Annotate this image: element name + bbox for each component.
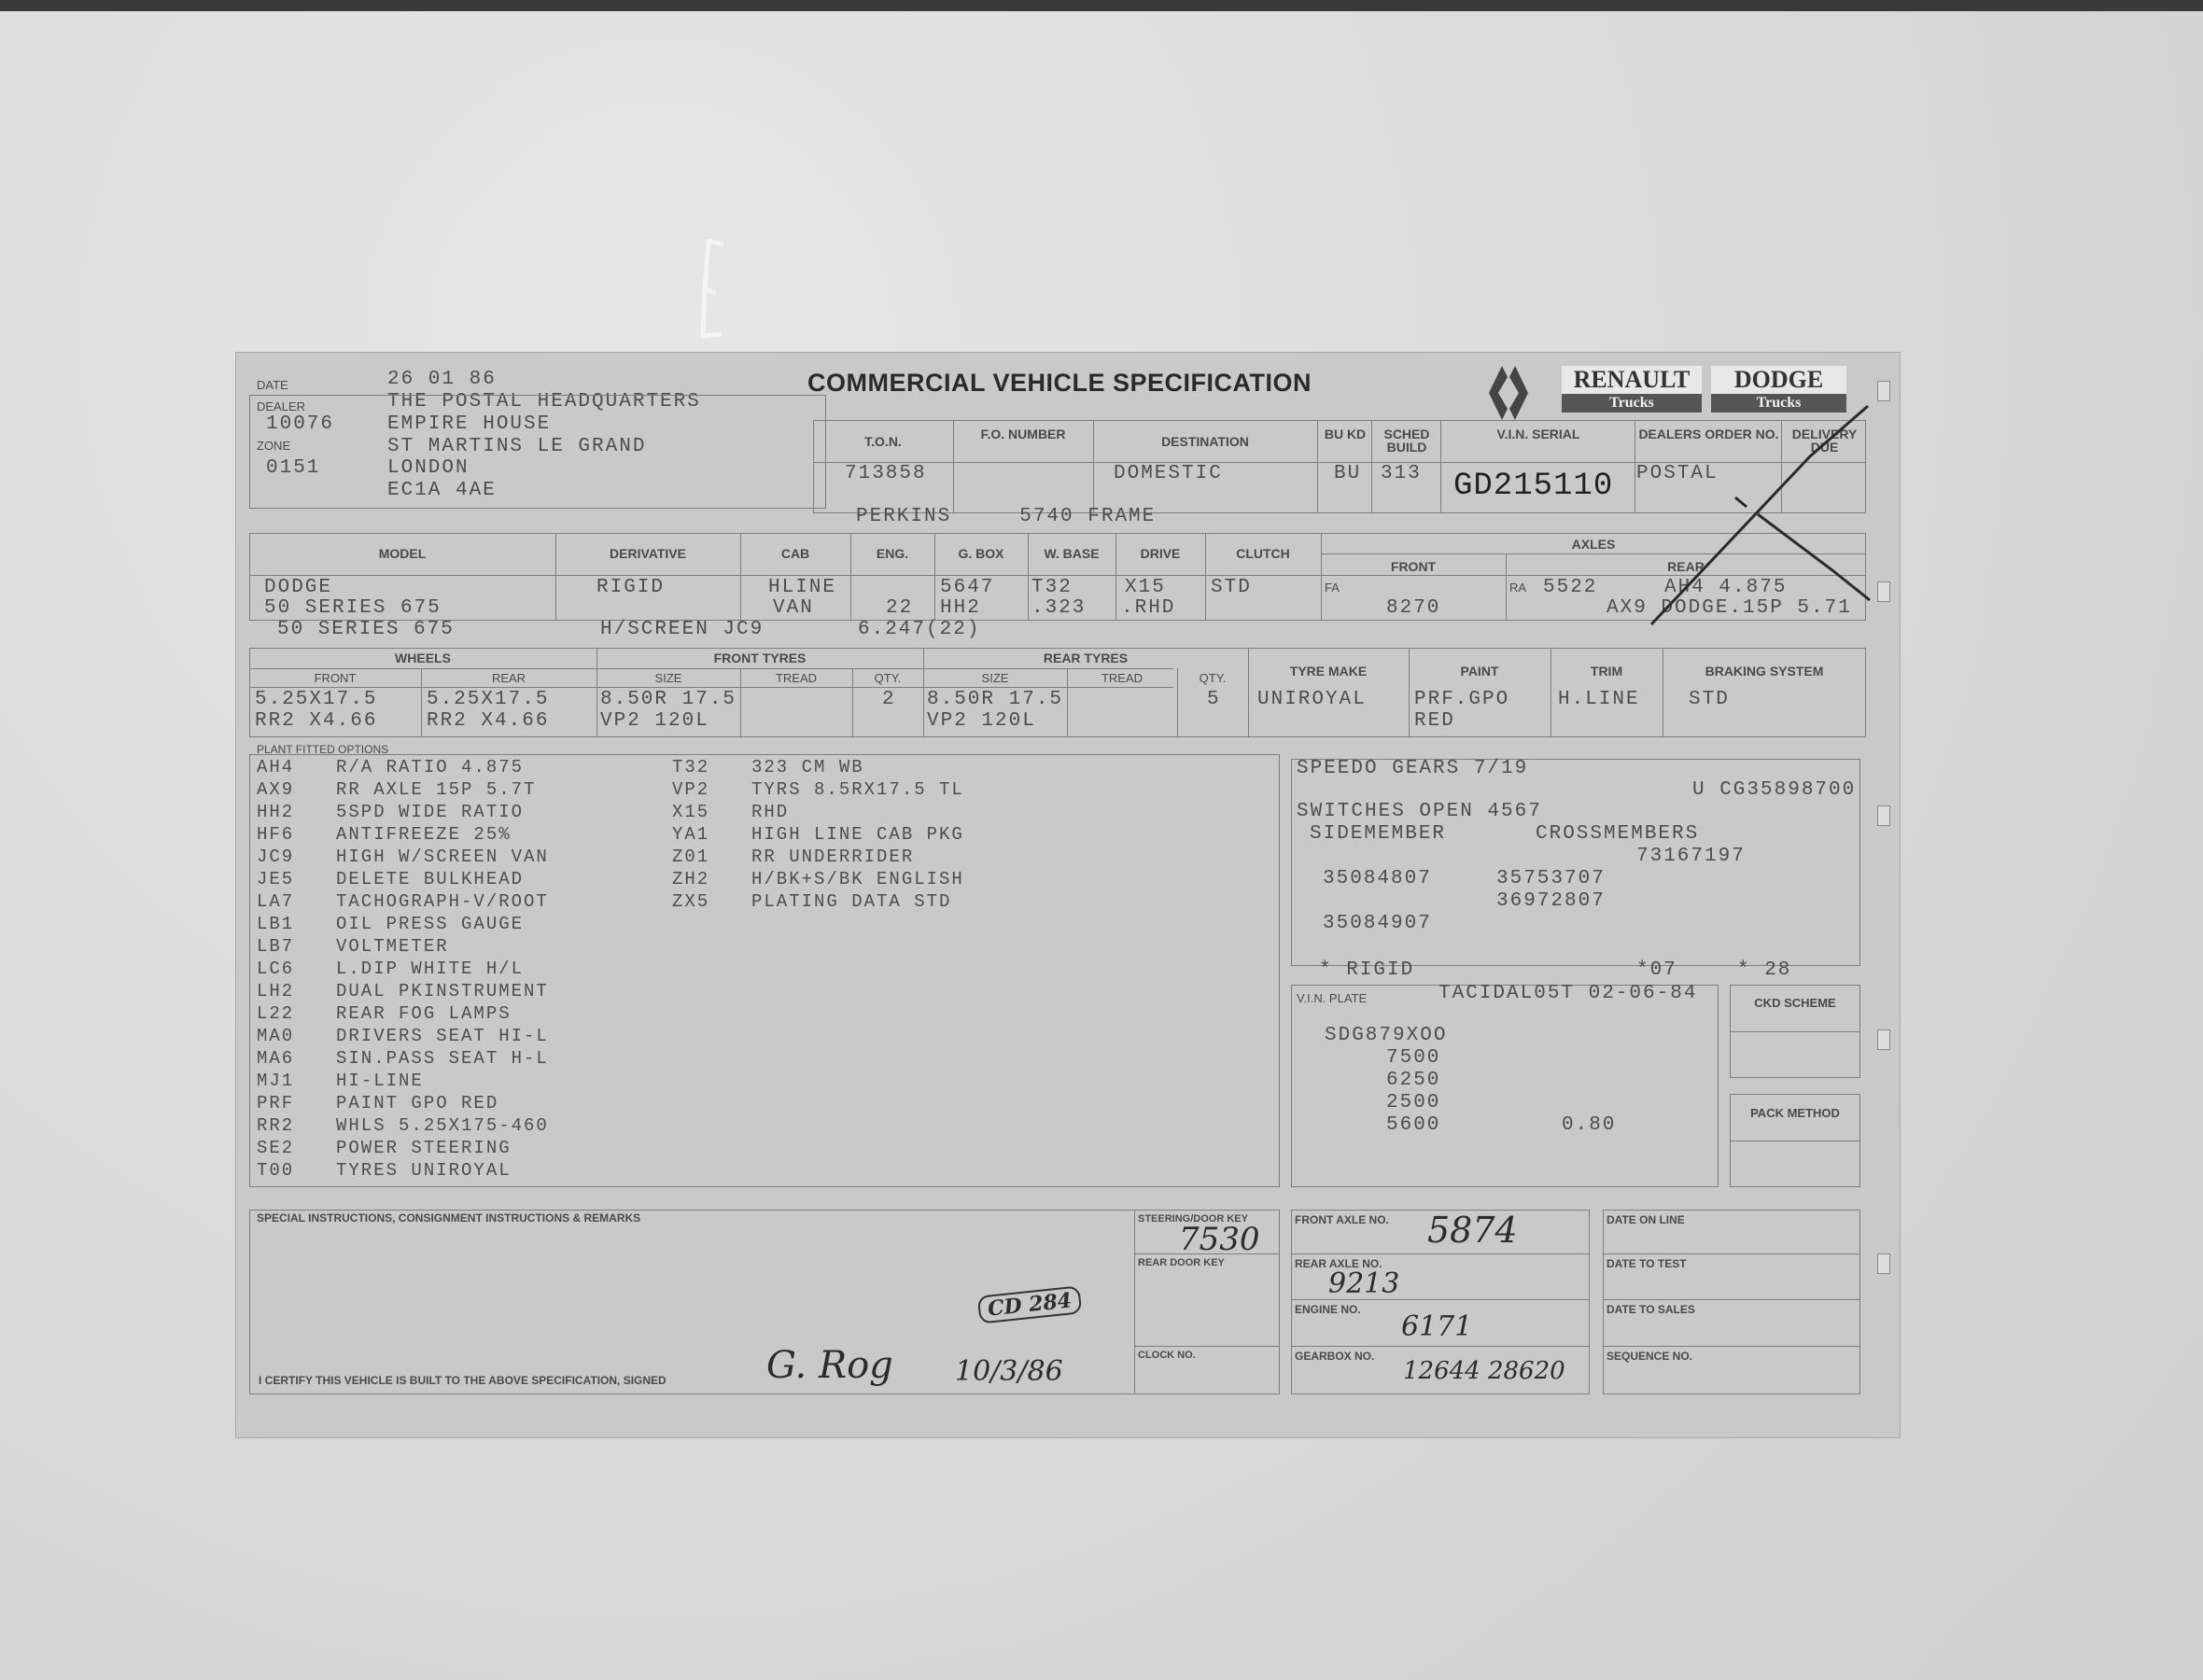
option-description: SIN.PASS SEAT H-L xyxy=(336,1048,549,1069)
option-row xyxy=(257,1092,964,1114)
option-code: X15 xyxy=(672,802,710,822)
drive-value: X15 xyxy=(1125,577,1166,598)
crossmember-number: 35753707 xyxy=(1496,868,1606,889)
top-edge-bar xyxy=(0,0,2203,11)
option-row xyxy=(257,1025,964,1047)
rear-qty-value: 5 xyxy=(1207,689,1221,710)
option-code: ZH2 xyxy=(672,869,710,889)
option-code: PRF xyxy=(257,1093,295,1113)
gbox-value: 5647 xyxy=(940,577,995,598)
option-row xyxy=(257,935,964,958)
option-row xyxy=(257,868,964,890)
binder-hole-marker xyxy=(1877,1253,1890,1274)
option-code: LA7 xyxy=(257,891,295,912)
cell-divider xyxy=(1093,420,1094,513)
option-row xyxy=(257,890,964,913)
option-code: T00 xyxy=(257,1160,295,1181)
sidemember: SIDEMEMBER xyxy=(1310,823,1447,845)
option-row xyxy=(257,756,964,778)
option-description: HIGH W/SCREEN VAN xyxy=(336,847,549,867)
vin-plate-value: 7500 xyxy=(1386,1047,1441,1069)
wheels-rear-sub: REAR xyxy=(491,671,526,685)
dealer-line: THE POSTAL HEADQUARTERS xyxy=(387,391,701,413)
wbase-header: W. BASE xyxy=(1044,546,1100,561)
rear-qty-sub: QTY. xyxy=(1199,671,1227,685)
eng-value: 22 xyxy=(886,597,914,619)
option-code xyxy=(672,1137,751,1159)
derivative-value: RIGID xyxy=(596,577,666,598)
option-row xyxy=(257,801,964,823)
paint-value: RED xyxy=(1414,710,1455,732)
option-description: RHD xyxy=(751,802,790,822)
gbox-header: G. BOX xyxy=(958,546,1004,561)
wheels-row-divider xyxy=(249,668,1173,669)
date-test-label: DATE TO TEST xyxy=(1607,1257,1687,1270)
braking-value: STD xyxy=(1689,689,1730,710)
front-axle-no-value: 5874 xyxy=(1427,1210,1518,1251)
option-description: H/BK+S/BK ENGLISH xyxy=(751,869,964,889)
dates-divider xyxy=(1603,1299,1860,1300)
speedo-serial: U CG35898700 xyxy=(1692,779,1857,801)
rear-size-sub: SIZE xyxy=(981,671,1009,685)
option-description: 323 CM WB xyxy=(751,757,864,777)
option-row xyxy=(257,1047,964,1070)
trim-header: TRIM xyxy=(1590,664,1623,679)
option-code: LB7 xyxy=(257,936,295,957)
option-code xyxy=(672,1159,751,1182)
engine-no-value: 6171 xyxy=(1401,1310,1473,1343)
vin-plate-value: 5600 xyxy=(1386,1114,1441,1136)
option-code: LH2 xyxy=(257,981,295,1001)
option-description: RR UNDERRIDER xyxy=(751,847,915,867)
option-row xyxy=(257,1002,964,1025)
dodge-brand-sub: Trucks xyxy=(1756,395,1802,411)
option-code: LB1 xyxy=(257,914,295,934)
option-code xyxy=(672,1047,751,1070)
rear-axle-value: AH4 4.875 xyxy=(1664,577,1788,598)
option-description: RR AXLE 15P 5.7T xyxy=(336,779,537,800)
dealer-line: EMPIRE HOUSE xyxy=(387,413,552,435)
option-code xyxy=(672,980,751,1002)
vin-serial-header: V.I.N. SERIAL xyxy=(1496,427,1580,441)
keys-divider xyxy=(1134,1346,1280,1347)
rear-tread-sub: TREAD xyxy=(1101,671,1144,685)
crossmembers: CROSSMEMBERS xyxy=(1536,823,1700,845)
vin-plate-box xyxy=(1291,985,1719,1187)
ckd-scheme-label: CKD SCHEME xyxy=(1754,996,1836,1010)
axles-header: AXLES xyxy=(1571,537,1616,552)
cab-value: HLINE xyxy=(768,577,837,598)
signed-date: 10/3/86 xyxy=(955,1355,1063,1388)
rear-tyre-size: 8.50R 17.5 xyxy=(927,689,1064,710)
option-code xyxy=(672,1025,751,1047)
date-online-label: DATE ON LINE xyxy=(1607,1213,1685,1226)
engine-extra: 6.247(22) xyxy=(858,619,981,640)
option-code: AH4 xyxy=(257,757,295,777)
model-value: DODGE xyxy=(264,577,333,598)
engine-frame-note: PERKINS 5740 FRAME xyxy=(856,506,1157,527)
cell-divider xyxy=(1440,420,1441,513)
renault-diamond-icon xyxy=(1487,364,1536,422)
wheels-front-value: 5.25X17.5 xyxy=(255,689,378,710)
engine-no-label: ENGINE NO. xyxy=(1295,1303,1361,1316)
special-instructions-label: SPECIAL INSTRUCTIONS, CONSIGNMENT INSTRUCTIONS & REMARKS xyxy=(257,1211,641,1225)
option-code xyxy=(672,1092,751,1114)
binder-hole-marker xyxy=(1877,1029,1890,1050)
paint-value: PRF.GPO xyxy=(1414,689,1510,710)
option-row xyxy=(257,846,964,868)
zone-label: ZONE xyxy=(257,439,291,453)
clutch-value: STD xyxy=(1211,577,1252,598)
gearbox-no-label: GEARBOX NO. xyxy=(1295,1350,1375,1363)
wheels-front-value: RR2 X4.66 xyxy=(255,710,378,732)
dates-box xyxy=(1603,1210,1860,1394)
destination-value: DOMESTIC xyxy=(1114,463,1223,484)
steering-key-value: 7530 xyxy=(1179,1221,1260,1258)
option-description: OIL PRESS GAUGE xyxy=(336,914,525,934)
model-header: MODEL xyxy=(378,546,427,561)
dates-divider xyxy=(1603,1253,1860,1254)
wheels-rear-value: RR2 X4.66 xyxy=(427,710,550,732)
cell-divider xyxy=(1371,420,1372,513)
rear-axle-no-value: 9213 xyxy=(1328,1267,1400,1300)
wbase-value: .323 xyxy=(1031,597,1087,619)
drive-value: .RHD xyxy=(1121,597,1176,619)
cell-divider xyxy=(1248,648,1249,737)
cd-stamp: CD 284 xyxy=(977,1285,1083,1323)
dealer-line: EC1A 4AE xyxy=(387,480,497,501)
front-tyres-header: FRONT TYRES xyxy=(713,651,807,665)
option-code xyxy=(672,913,751,935)
sched-build-value: 313 xyxy=(1381,463,1422,484)
binder-hole-marker xyxy=(1877,381,1890,401)
date-sales-label: DATE TO SALES xyxy=(1607,1303,1695,1316)
dodge-brand-name: DODGE xyxy=(1711,366,1846,394)
dealer-line: LONDON xyxy=(387,457,470,479)
vin-plate-value: 2500 xyxy=(1386,1092,1441,1113)
rear-axle-no-label: REAR AXLE NO. xyxy=(1295,1257,1382,1270)
braking-header: BRAKING SYSTEM xyxy=(1705,664,1824,679)
bu-kd-value: BU xyxy=(1334,463,1362,484)
option-description: DUAL PKINSTRUMENT xyxy=(336,981,549,1001)
vin-plate-value: 6250 xyxy=(1386,1070,1441,1091)
renault-brand-name: RENAULT xyxy=(1562,366,1702,394)
clock-label: CLOCK NO. xyxy=(1138,1350,1196,1361)
option-description: VOLTMETER xyxy=(336,936,449,957)
front-qty-sub: QTY. xyxy=(874,671,902,685)
vin-plate-extra: 0.80 xyxy=(1562,1114,1617,1136)
option-code xyxy=(672,935,751,958)
option-row xyxy=(257,778,964,801)
front-axle-value: 8270 xyxy=(1386,597,1441,619)
option-code: RR2 xyxy=(257,1115,295,1136)
options-list xyxy=(257,756,964,1182)
dealer-code: 10076 xyxy=(266,413,335,435)
cell-divider xyxy=(1409,648,1410,737)
ra-label: RA xyxy=(1509,581,1527,595)
axle-rear-header: REAR xyxy=(1667,559,1705,574)
rigid-code: *07 xyxy=(1636,959,1677,981)
front-qty-value: 2 xyxy=(882,689,896,710)
option-code: HH2 xyxy=(257,802,295,822)
option-code: VP2 xyxy=(672,779,710,800)
wheels-header: WHEELS xyxy=(395,651,451,665)
speedo-gears: SPEEDO GEARS 7/19 xyxy=(1297,758,1529,779)
option-code: AX9 xyxy=(257,779,295,800)
wbase-value: T32 xyxy=(1031,577,1073,598)
signature: G. Rog xyxy=(766,1344,893,1387)
option-description: L.DIP WHITE H/L xyxy=(336,959,525,979)
option-description: POWER STEERING xyxy=(336,1138,512,1158)
delivery-due-header: DELIVERY DUE xyxy=(1791,427,1858,455)
paint-header: PAINT xyxy=(1460,664,1499,679)
option-row xyxy=(257,823,964,846)
model-value: 50 SERIES 675 xyxy=(277,619,455,640)
zone-code: 0151 xyxy=(266,457,321,479)
switches-open: SWITCHES OPEN 4567 xyxy=(1297,801,1542,822)
trim-value: H.LINE xyxy=(1558,689,1640,710)
option-description: REAR FOG LAMPS xyxy=(336,1003,512,1024)
pack-method-label: PACK METHOD xyxy=(1750,1106,1840,1120)
pencil-mark-icon xyxy=(686,233,742,345)
option-row xyxy=(257,1137,964,1159)
option-description: TYRS 8.5RX17.5 TL xyxy=(751,779,964,800)
date-value: 26 01 86 xyxy=(387,369,497,390)
option-row xyxy=(257,913,964,935)
derivative-header: DERIVATIVE xyxy=(610,546,686,561)
option-description: TACHOGRAPH-V/ROOT xyxy=(336,891,549,912)
option-description: DELETE BULKHEAD xyxy=(336,869,525,889)
axle-front-header: FRONT xyxy=(1390,559,1437,574)
option-description: 5SPD WIDE RATIO xyxy=(336,802,525,822)
crossmember-number: 36972807 xyxy=(1496,890,1606,912)
option-code: Z01 xyxy=(672,847,710,867)
rear-axle-value: 5522 xyxy=(1543,577,1598,598)
option-description: HIGH LINE CAB PKG xyxy=(751,824,964,845)
sidemember-number: 35084807 xyxy=(1323,868,1432,889)
option-row xyxy=(257,958,964,980)
dealer-label: DEALER xyxy=(257,399,306,413)
option-code xyxy=(672,958,751,980)
option-description: WHLS 5.25X175-460 xyxy=(336,1115,549,1136)
gearbox-no-value: 12644 28620 xyxy=(1403,1357,1565,1385)
dealers-order-header: DEALERS ORDER NO. xyxy=(1638,427,1779,441)
crossmember-number: 73167197 xyxy=(1636,846,1746,867)
option-description: PLATING DATA STD xyxy=(751,891,952,912)
wheels-front-sub: FRONT xyxy=(314,671,357,685)
sequence-no-label: SEQUENCE NO. xyxy=(1607,1350,1693,1363)
front-size-sub: SIZE xyxy=(654,671,682,685)
fa-label: FA xyxy=(1325,581,1340,595)
certify-label: I CERTIFY THIS VEHICLE IS BUILT TO THE ABOVE SPECIFICATION, SIGNED xyxy=(259,1374,667,1387)
binder-hole-marker xyxy=(1877,581,1890,602)
tyre-make-value: UNIROYAL xyxy=(1257,689,1367,710)
option-code: JC9 xyxy=(257,847,295,867)
vin-plate-value: SDG879XOO xyxy=(1325,1025,1448,1046)
ton-value: 713858 xyxy=(845,463,927,484)
option-code: ZX5 xyxy=(672,891,710,912)
option-code xyxy=(672,1002,751,1025)
wheels-rear-value: 5.25X17.5 xyxy=(427,689,550,710)
option-description: HI-LINE xyxy=(336,1071,424,1091)
option-code: HF6 xyxy=(257,824,295,845)
wheels-row-divider xyxy=(249,687,1173,688)
drive-header: DRIVE xyxy=(1140,546,1181,561)
option-code: LC6 xyxy=(257,959,295,979)
ckd-divider xyxy=(1730,1031,1860,1032)
option-code: MA0 xyxy=(257,1026,295,1046)
option-row xyxy=(257,1070,964,1092)
sidemember-number: 35084907 xyxy=(1323,913,1432,934)
vin-serial-value: GD215110 xyxy=(1453,469,1614,504)
axle-divider xyxy=(1291,1253,1590,1254)
option-description: TYRES UNIROYAL xyxy=(336,1160,512,1181)
option-row xyxy=(257,1114,964,1137)
vin-plate-line: TACIDAL05T 02-06-84 xyxy=(1438,983,1698,1004)
destination-header: DESTINATION xyxy=(1161,434,1249,449)
option-code: JE5 xyxy=(257,869,295,889)
front-axle-no-label: FRONT AXLE NO. xyxy=(1295,1213,1389,1226)
options-label: PLANT FITTED OPTIONS xyxy=(257,743,389,756)
rear-tyres-header: REAR TYRES xyxy=(1043,651,1129,665)
front-tyre-size: VP2 120L xyxy=(600,710,709,732)
eng-header: ENG. xyxy=(876,546,909,561)
dealer-line: ST MARTINS LE GRAND xyxy=(387,436,647,457)
vin-plate-label: V.I.N. PLATE xyxy=(1297,991,1368,1005)
derivative-note: H/SCREEN JC9 xyxy=(600,619,765,640)
model-value: 50 SERIES 675 xyxy=(264,597,442,619)
option-code: YA1 xyxy=(672,824,710,845)
option-description: R/A RATIO 4.875 xyxy=(336,757,525,777)
option-code: SE2 xyxy=(257,1138,295,1158)
pen-cross-mark-icon xyxy=(1646,404,1888,637)
cell-divider xyxy=(1317,420,1318,513)
cab-header: CAB xyxy=(780,546,810,561)
rear-door-key-label: REAR DOOR KEY xyxy=(1138,1257,1225,1268)
binder-hole-marker xyxy=(1877,805,1890,826)
option-code: L22 xyxy=(257,1003,295,1024)
option-code xyxy=(672,1114,751,1137)
dates-divider xyxy=(1603,1346,1860,1347)
form-title: COMMERCIAL VEHICLE SPECIFICATION xyxy=(807,369,1312,397)
cab-value: VAN xyxy=(773,597,814,619)
option-code xyxy=(672,1070,751,1092)
fo-number-header: F.O. NUMBER xyxy=(980,427,1066,441)
option-description: ANTIFREEZE 25% xyxy=(336,824,512,845)
clutch-header: CLUTCH xyxy=(1236,546,1290,561)
steering-key-label: STEERING/DOOR KEY xyxy=(1138,1213,1248,1225)
axle-divider xyxy=(1291,1346,1590,1347)
renault-brand-sub: Trucks xyxy=(1609,395,1654,411)
date-label: DATE xyxy=(257,378,288,392)
model-row-divider xyxy=(249,575,1866,576)
rear-axle-note: AX9 DODGE.15P 5.71 xyxy=(1607,597,1852,619)
option-description: PAINT GPO RED xyxy=(336,1093,499,1113)
option-code: MJ1 xyxy=(257,1071,295,1091)
option-row xyxy=(257,1159,964,1182)
gbox-value: HH2 xyxy=(940,597,981,619)
ton-header: T.O.N. xyxy=(864,434,902,449)
tyre-make-header: TYRE MAKE xyxy=(1289,664,1368,679)
front-tyre-size: 8.50R 17.5 xyxy=(600,689,737,710)
dealers-order-value: POSTAL xyxy=(1636,463,1719,484)
option-code: T32 xyxy=(672,757,710,777)
dealer-box xyxy=(249,395,826,509)
front-tread-sub: TREAD xyxy=(775,671,818,685)
special-instructions-box xyxy=(249,1210,1280,1394)
rear-tyre-size: VP2 120L xyxy=(927,710,1036,732)
vehicle-spec-form xyxy=(235,352,1901,1438)
option-description: DRIVERS SEAT HI-L xyxy=(336,1026,549,1046)
option-row xyxy=(257,980,964,1002)
option-code: MA6 xyxy=(257,1048,295,1069)
sched-build-header: SCHED BUILD xyxy=(1383,427,1430,455)
rigid-line: * RIGID xyxy=(1319,959,1415,981)
rigid-code: * 28 xyxy=(1737,959,1792,981)
bu-kd-header: BU KD xyxy=(1324,427,1367,441)
